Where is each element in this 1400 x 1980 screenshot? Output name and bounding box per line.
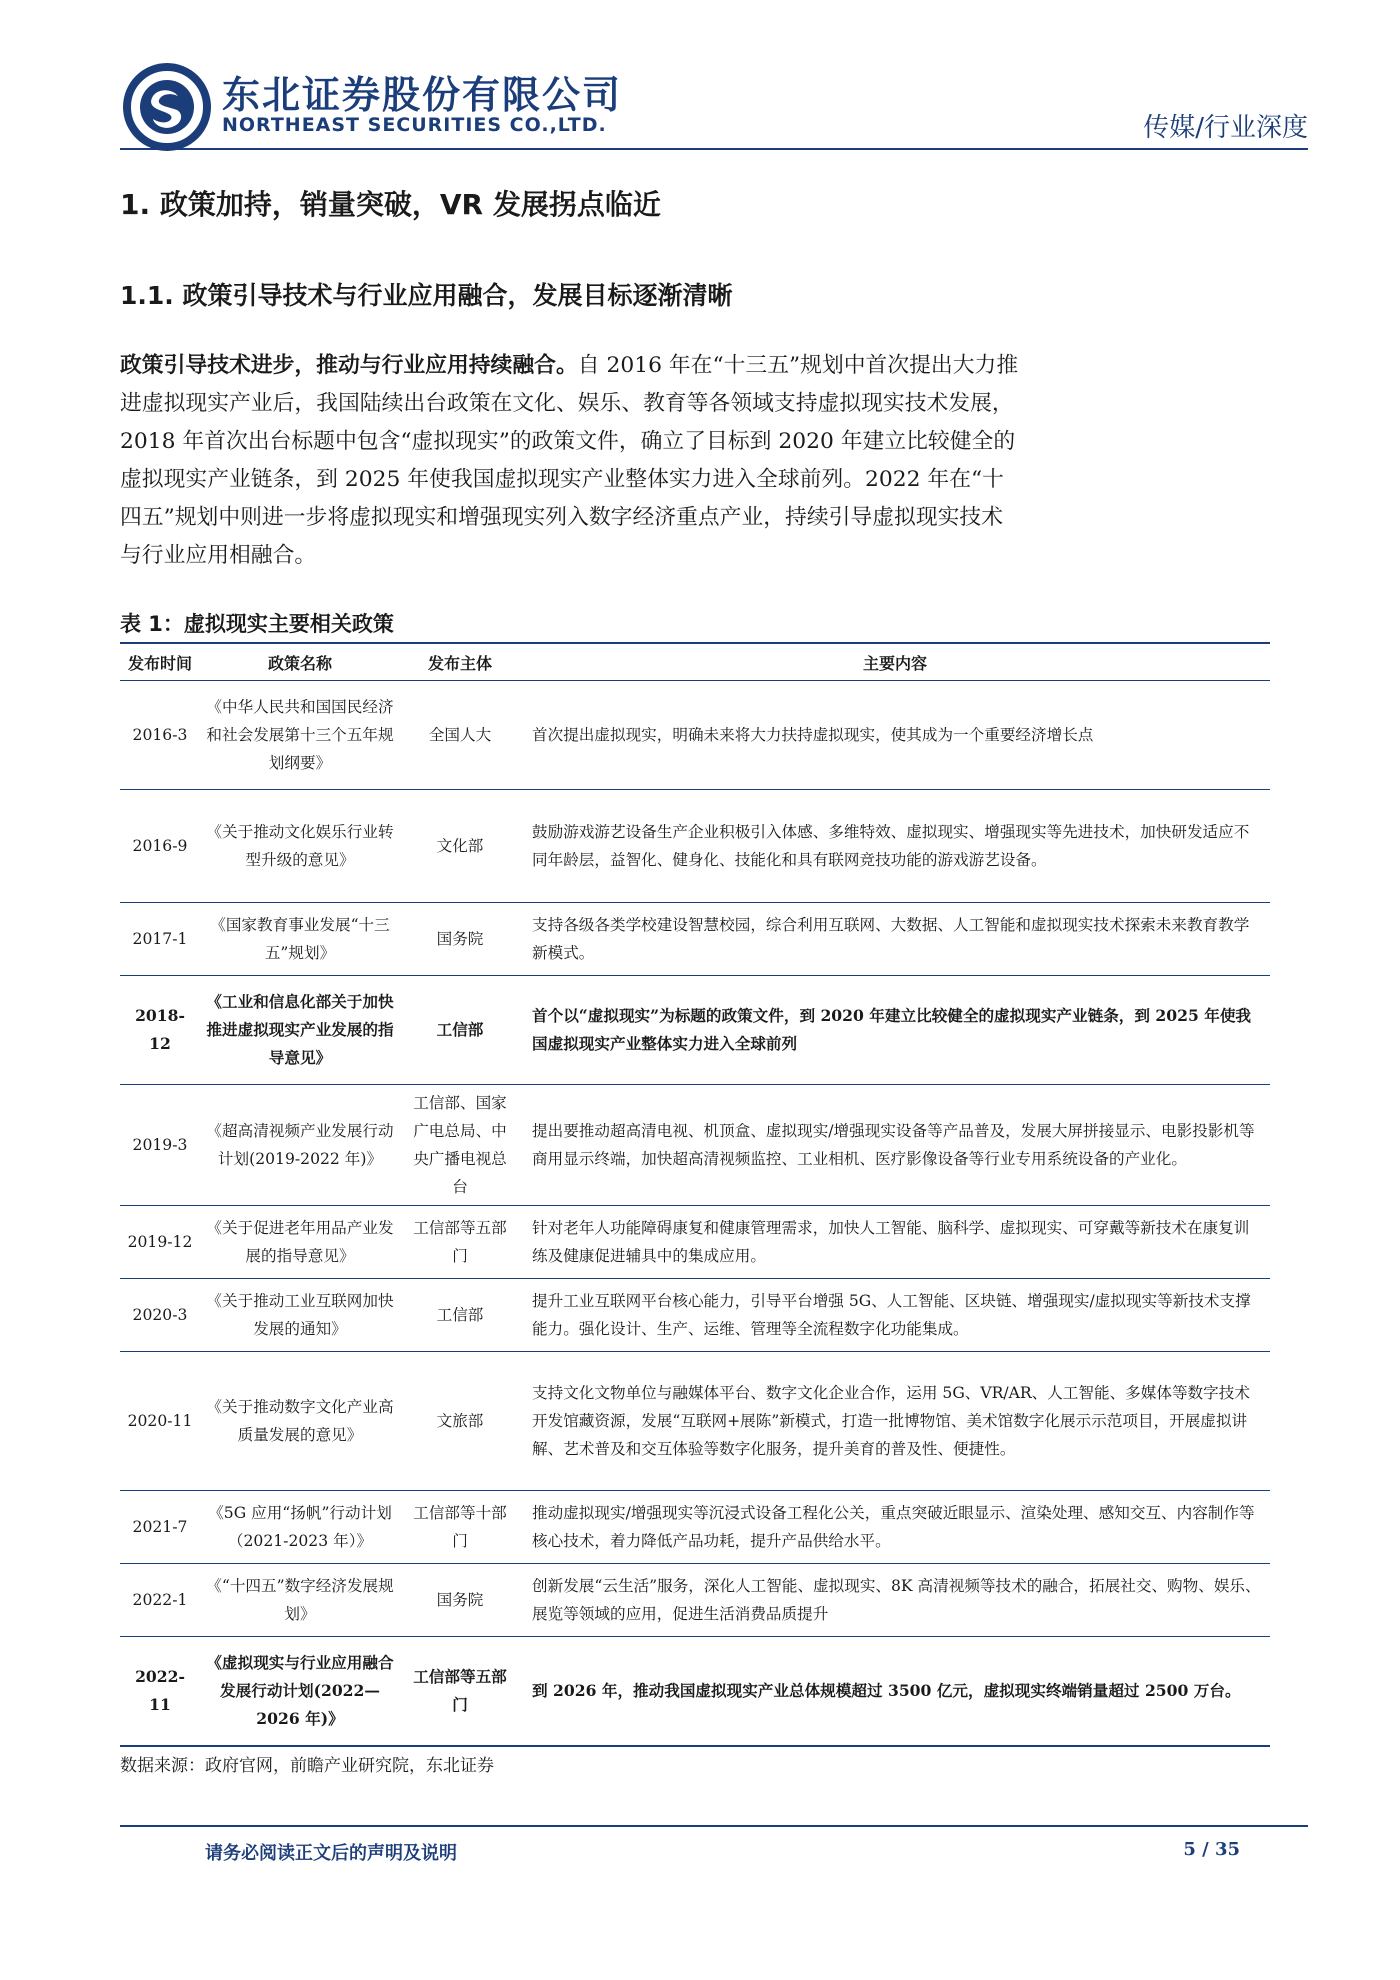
cell-issuer: 国务院 (400, 903, 520, 976)
paragraph-text: 自 2016 年在“十三五”规划中首次提出大力推进虚拟现实产业后，我国陆续出台政策在文化、娱乐、教育等各领域支持虚拟现实技术发展，2018 年首次出台标题中包含“虚拟现实”的政策文件，确立了目标到 2020 年建立比较健全的虚拟现实产业链条，到 2025 年使我国虚拟现实产业整体实力进入全球前列。2022 年在“十四五”规划中则进一步将虚拟现实和增强现实列入数字经济重点产业，持续引导虚拟现实技术与行业应用相融合。 (120, 353, 1019, 568)
cell-issuer: 全国人大 (400, 681, 520, 790)
table-row (120, 1206, 1270, 1279)
cell-content: 鼓励游戏游艺设备生产企业积极引入体感、多维特效、虚拟现实、增强现实等先进技术，加快研发适应不同年龄层，益智化、健身化、技能化和具有联网竞技功能的游戏游艺设备。 (520, 790, 1270, 903)
cell-date: 2021-7 (120, 1491, 200, 1564)
company-logo-icon (122, 62, 212, 152)
cell-date: 2019-3 (120, 1085, 200, 1206)
cell-issuer: 工信部等五部门 (400, 1206, 520, 1279)
table-row (120, 1352, 1270, 1491)
cell-content: 创新发展“云生活”服务，深化人工智能、虚拟现实、8K 高清视频等技术的融合，拓展社交、购物、娱乐、展览等领域的应用，促进生活消费品质提升 (520, 1564, 1270, 1637)
cell-content: 到 2026 年，推动我国虚拟现实产业总体规模超过 3500 亿元，虚拟现实终端销量超过 2500 万台。 (520, 1637, 1270, 1747)
page-number: 5 / 35 (1183, 1839, 1240, 1860)
table-row (120, 1085, 1270, 1206)
table-title: 表 1：虚拟现实主要相关政策 (120, 612, 394, 636)
cell-content: 支持文化文物单位与融媒体平台、数字文化企业合作，运用 5G、VR/AR、人工智能、多媒体等数字技术开发馆藏资源，发展“互联网+展陈”新模式，打造一批博物馆、美术馆数字化展示示范项目，开展虚拟讲解、艺术普及和交互体验等数字化服务，提升美育的普及性、便捷性。 (520, 1352, 1270, 1491)
table-row (120, 1279, 1270, 1352)
table-row (120, 903, 1270, 976)
cell-policy-name: 《关于推动工业互联网加快发展的通知》 (200, 1279, 400, 1352)
cell-policy-name: 《中华人民共和国国民经济和社会发展第十三个五年规划纲要》 (200, 681, 400, 790)
cell-policy-name: 《超高清视频产业发展行动计划(2019-2022 年)》 (200, 1085, 400, 1206)
cell-date: 2017-1 (120, 903, 200, 976)
cell-policy-name: 《5G 应用“扬帆”行动计划（2021-2023 年）》 (200, 1491, 400, 1564)
cell-content: 首次提出虚拟现实，明确未来将大力扶持虚拟现实，使其成为一个重要经济增长点 (520, 681, 1270, 790)
table-header-row (120, 643, 1270, 681)
cell-date: 2018-12 (120, 976, 200, 1085)
cell-policy-name: 《工业和信息化部关于加快推进虚拟现实产业发展的指导意见》 (200, 976, 400, 1085)
paragraph-lead: 政策引导技术进步，推动与行业应用持续融合。 (120, 353, 578, 378)
cell-issuer: 国务院 (400, 1564, 520, 1637)
cell-content: 提升工业互联网平台核心能力，引导平台增强 5G、人工智能、区块链、增强现实/虚拟现实等新技术支撑能力。强化设计、生产、运维、管理等全流程数字化功能集成。 (520, 1279, 1270, 1352)
column-header: 政策名称 (200, 643, 400, 681)
cell-content: 推动虚拟现实/增强现实等沉浸式设备工程化公关，重点突破近眼显示、渲染处理、感知交互、内容制作等核心技术，着力降低产品功耗，提升产品供给水平。 (520, 1491, 1270, 1564)
cell-issuer: 工信部、国家广电总局、中央广播电视总台 (400, 1085, 520, 1206)
section-heading: 1. 政策加持，销量突破，VR 发展拐点临近 (120, 188, 661, 221)
cell-issuer: 工信部 (400, 1279, 520, 1352)
column-header: 发布时间 (120, 643, 200, 681)
cell-date: 2016-9 (120, 790, 200, 903)
body-paragraph (120, 347, 1020, 575)
cell-policy-name: 《关于推动文化娱乐行业转型升级的意见》 (200, 790, 400, 903)
cell-date: 2022-11 (120, 1637, 200, 1747)
company-name-en: NORTHEAST SECURITIES CO.,LTD. (222, 114, 607, 136)
table-row-highlighted (120, 976, 1270, 1085)
cell-issuer: 工信部等五部门 (400, 1637, 520, 1747)
cell-date: 2020-11 (120, 1352, 200, 1491)
cell-issuer: 工信部等十部门 (400, 1491, 520, 1564)
data-source-note: 数据来源：政府官网，前瞻产业研究院，东北证券 (120, 1756, 494, 1776)
cell-date: 2016-3 (120, 681, 200, 790)
cell-content: 针对老年人功能障碍康复和健康管理需求，加快人工智能、脑科学、虚拟现实、可穿戴等新技术在康复训练及健康促进辅具中的集成应用。 (520, 1206, 1270, 1279)
table-row-highlighted (120, 1637, 1270, 1747)
column-header: 发布主体 (400, 643, 520, 681)
cell-issuer: 文旅部 (400, 1352, 520, 1491)
cell-date: 2019-12 (120, 1206, 200, 1279)
cell-date: 2020-3 (120, 1279, 200, 1352)
cell-policy-name: 《“十四五”数字经济发展规划》 (200, 1564, 400, 1637)
cell-content: 首个以“虚拟现实”为标题的政策文件，到 2020 年建立比较健全的虚拟现实产业链条，到 2025 年使我国虚拟现实产业整体实力进入全球前列 (520, 976, 1270, 1085)
column-header: 主要内容 (520, 643, 1270, 681)
cell-content: 提出要推动超高清电视、机顶盒、虚拟现实/增强现实设备等产品普及，发展大屏拼接显示、电影投影机等商用显示终端，加快超高清视频监控、工业相机、医疗影像设备等行业专用系统设备的产业化。 (520, 1085, 1270, 1206)
cell-policy-name: 《虚拟现实与行业应用融合发展行动计划(2022—2026 年)》 (200, 1637, 400, 1747)
cell-issuer: 文化部 (400, 790, 520, 903)
cell-content: 支持各级各类学校建设智慧校园，综合利用互联网、大数据、人工智能和虚拟现实技术探索未来教育教学新模式。 (520, 903, 1270, 976)
cell-policy-name: 《关于促进老年用品产业发展的指导意见》 (200, 1206, 400, 1279)
policy-table (120, 642, 1270, 1747)
disclaimer-note: 请务必阅读正文后的声明及说明 (205, 1843, 457, 1864)
report-category: 传媒/行业深度 (1143, 113, 1308, 143)
company-name-cn: 东北证券股份有限公司 (222, 73, 623, 117)
cell-issuer: 工信部 (400, 976, 520, 1085)
table-row (120, 1564, 1270, 1637)
table-row (120, 681, 1270, 790)
table-row (120, 790, 1270, 903)
cell-date: 2022-1 (120, 1564, 200, 1637)
footer-divider (120, 1825, 1308, 1827)
subsection-heading: 1.1. 政策引导技术与行业应用融合，发展目标逐渐清晰 (120, 281, 733, 310)
cell-policy-name: 《国家教育事业发展“十三五”规划》 (200, 903, 400, 976)
header-divider (120, 148, 1308, 150)
cell-policy-name: 《关于推动数字文化产业高质量发展的意见》 (200, 1352, 400, 1491)
table-row (120, 1491, 1270, 1564)
